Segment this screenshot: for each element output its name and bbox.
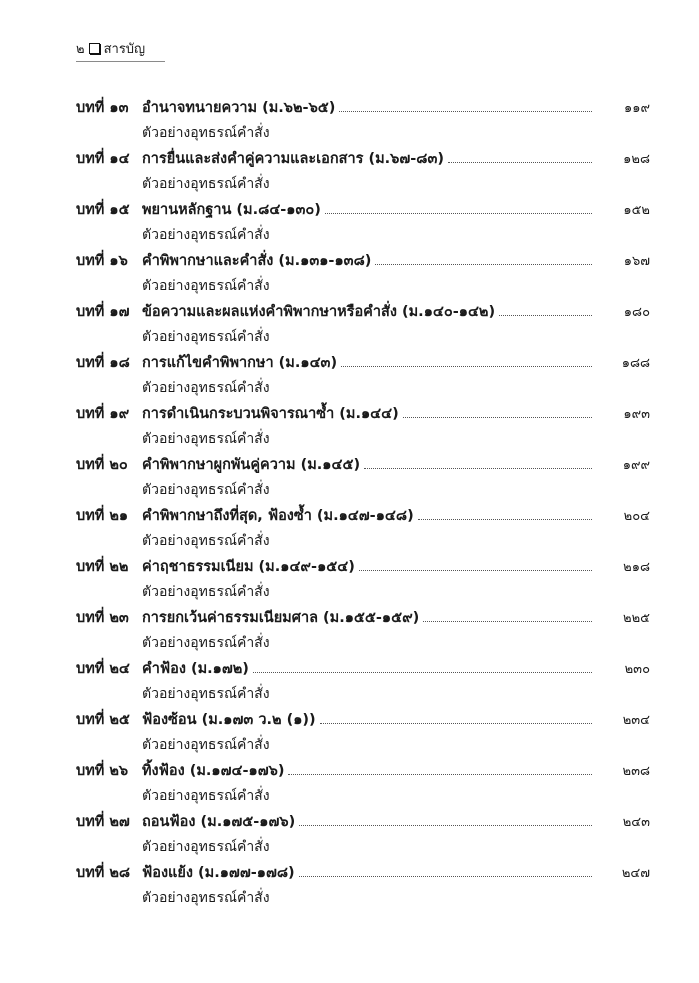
dot-leader [359,570,592,571]
toc-chapter-line[interactable] [76,402,650,427]
chapter-title: คำพิพากษาผูกพันคู่ความ (ม.๑๔๕) [142,457,361,473]
chapter-title: ถอนฟ้อง (ม.๑๗๕-๑๗๖) [142,814,296,830]
toc-subitem[interactable]: ตัวอย่างอุทธรณ์คำสั่ง [142,227,270,243]
toc-chapter-line[interactable] [76,555,650,580]
toc-chapter-line[interactable] [76,147,650,172]
chapter-number: บทที่ ๒๖ [76,763,129,779]
toc-subitem[interactable]: ตัวอย่างอุทธรณ์คำสั่ง [142,890,270,906]
chapter-number: บทที่ ๒๒ [76,559,129,575]
dot-leader [418,519,592,520]
toc-chapter-line[interactable] [76,861,650,886]
chapter-title: ฟ้องแย้ง (ม.๑๗๗-๑๗๘) [142,865,295,881]
toc-chapter-line[interactable] [76,759,650,784]
chapter-title: คำฟ้อง (ม.๑๗๒) [142,661,249,677]
chapter-number: บทที่ ๒๓ [76,610,129,626]
toc-chapter-line[interactable] [76,198,650,223]
toc-entry [76,249,650,300]
toc-entry [76,147,650,198]
page-number: ๑๖๗ [623,254,650,269]
toc-subitem[interactable]: ตัวอย่างอุทธรณ์คำสั่ง [142,584,270,600]
toc-chapter-line[interactable] [76,504,650,529]
toc-chapter-line[interactable] [76,657,650,682]
page-number: ๑๙๓ [623,407,650,422]
toc-entry [76,504,650,555]
chapter-number: บทที่ ๒๔ [76,661,130,677]
chapter-title: การแก้ไขคำพิพากษา (ม.๑๔๓) [142,355,338,371]
toc-subitem[interactable]: ตัวอย่างอุทธรณ์คำสั่ง [142,380,270,396]
chapter-number: บทที่ ๑๙ [76,406,130,422]
page-number: ๒๐๔ [623,509,650,524]
page-number: ๒๓๘ [622,764,650,779]
square-bullet-icon [89,43,100,54]
header-section-title: สารบัญ [103,42,146,57]
toc-entry [76,555,650,606]
toc-subitem[interactable]: ตัวอย่างอุทธรณ์คำสั่ง [142,686,270,702]
chapter-number: บทที่ ๒๗ [76,814,130,830]
chapter-number: บทที่ ๑๓ [76,100,129,116]
toc-entry [76,402,650,453]
toc-entry [76,606,650,657]
toc-entry [76,453,650,504]
chapter-title: คำพิพากษาและคำสั่ง (ม.๑๓๑-๑๓๘) [142,253,372,269]
toc-entry [76,861,650,912]
toc-entry [76,657,650,708]
chapter-number: บทที่ ๒๕ [76,712,130,728]
toc-subitem[interactable]: ตัวอย่างอุทธรณ์คำสั่ง [142,533,270,549]
page-number: ๑๑๙ [623,101,650,116]
page-number: ๑๙๙ [622,458,650,473]
running-header [76,40,165,62]
toc-chapter-line[interactable] [76,453,650,478]
dot-leader [375,264,592,265]
chapter-title: พยานหลักฐาน (ม.๘๔-๑๓๐) [142,202,321,218]
chapter-title: คำพิพากษาถึงที่สุด, ฟ้องซ้ำ (ม.๑๔๗-๑๔๘) [142,508,414,524]
page-number: ๑๘๐ [623,305,650,320]
chapter-number: บทที่ ๒๑ [76,508,129,524]
dot-leader [320,723,592,724]
page-number: ๒๔๗ [621,866,650,881]
chapter-number: บทที่ ๑๔ [76,151,130,167]
dot-leader [403,417,592,418]
toc-chapter-line[interactable] [76,606,650,631]
toc-entry [76,351,650,402]
dot-leader [341,366,592,367]
page-number: ๒๓๔ [622,713,650,728]
toc-subitem[interactable]: ตัวอย่างอุทธรณ์คำสั่ง [142,737,270,753]
dot-leader [423,621,592,622]
toc-chapter-line[interactable] [76,810,650,835]
toc-chapter-line[interactable] [76,351,650,376]
toc-entry [76,759,650,810]
chapter-number: บทที่ ๒๐ [76,457,128,473]
page-number: ๑๘๘ [621,356,650,371]
page-number: ๒๑๘ [623,560,650,575]
page-number: ๒๓๐ [624,662,650,677]
toc-subitem[interactable]: ตัวอย่างอุทธรณ์คำสั่ง [142,839,270,855]
chapter-number: บทที่ ๒๘ [76,865,131,881]
toc-entry [76,96,650,147]
page-number: ๒๔๓ [622,815,650,830]
dot-leader [499,315,592,316]
dot-leader [288,774,592,775]
toc-entry [76,300,650,351]
chapter-number: บทที่ ๑๘ [76,355,130,371]
toc-subitem[interactable]: ตัวอย่างอุทธรณ์คำสั่ง [142,329,270,345]
chapter-title: อำนาจทนายความ (ม.๖๒-๖๕) [142,100,336,116]
toc-subitem[interactable]: ตัวอย่างอุทธรณ์คำสั่ง [142,482,270,498]
toc-chapter-line[interactable] [76,300,650,325]
toc-entry [76,708,650,759]
toc-subitem[interactable]: ตัวอย่างอุทธรณ์คำสั่ง [142,788,270,804]
chapter-title: การยื่นและส่งคำคู่ความและเอกสาร (ม.๖๗-๘๓) [142,151,444,167]
dot-leader [448,162,592,163]
page-number: ๑๒๘ [623,152,650,167]
dot-leader [339,111,592,112]
toc-subitem[interactable]: ตัวอย่างอุทธรณ์คำสั่ง [142,176,270,192]
page-number: ๒๒๕ [623,611,650,626]
chapter-number: บทที่ ๑๕ [76,202,130,218]
chapter-title: การดำเนินกระบวนพิจารณาซ้ำ (ม.๑๔๔) [142,406,399,422]
toc-chapter-line[interactable] [76,96,650,121]
toc-subitem[interactable]: ตัวอย่างอุทธรณ์คำสั่ง [142,278,270,294]
toc-chapter-line[interactable] [76,708,650,733]
chapter-number: บทที่ ๑๖ [76,253,128,269]
chapter-number: บทที่ ๑๗ [76,304,130,320]
header-page-number: ๒ [76,42,85,57]
chapter-title: ฟ้องซ้อน (ม.๑๗๓ ว.๒ (๑)) [142,712,316,728]
dot-leader [253,672,592,673]
table-of-contents [76,96,650,912]
chapter-title: ค่าฤชาธรรมเนียม (ม.๑๔๙-๑๕๔) [142,559,355,575]
toc-entry [76,810,650,861]
page-number: ๑๕๒ [623,203,650,218]
toc-chapter-line[interactable] [76,249,650,274]
chapter-title: การยกเว้นค่าธรรมเนียมศาล (ม.๑๕๕-๑๕๙) [142,610,420,626]
dot-leader [299,825,592,826]
dot-leader [325,213,592,214]
toc-subitem[interactable]: ตัวอย่างอุทธรณ์คำสั่ง [142,125,270,141]
dot-leader [299,876,592,877]
chapter-title: ทิ้งฟ้อง (ม.๑๗๔-๑๗๖) [142,763,285,779]
toc-subitem[interactable]: ตัวอย่างอุทธรณ์คำสั่ง [142,635,270,651]
chapter-title: ข้อความและผลแห่งคำพิพากษาหรือคำสั่ง (ม.๑๔๐-๑๔๒) [142,304,496,320]
toc-entry [76,198,650,249]
dot-leader [364,468,592,469]
toc-subitem[interactable]: ตัวอย่างอุทธรณ์คำสั่ง [142,431,270,447]
